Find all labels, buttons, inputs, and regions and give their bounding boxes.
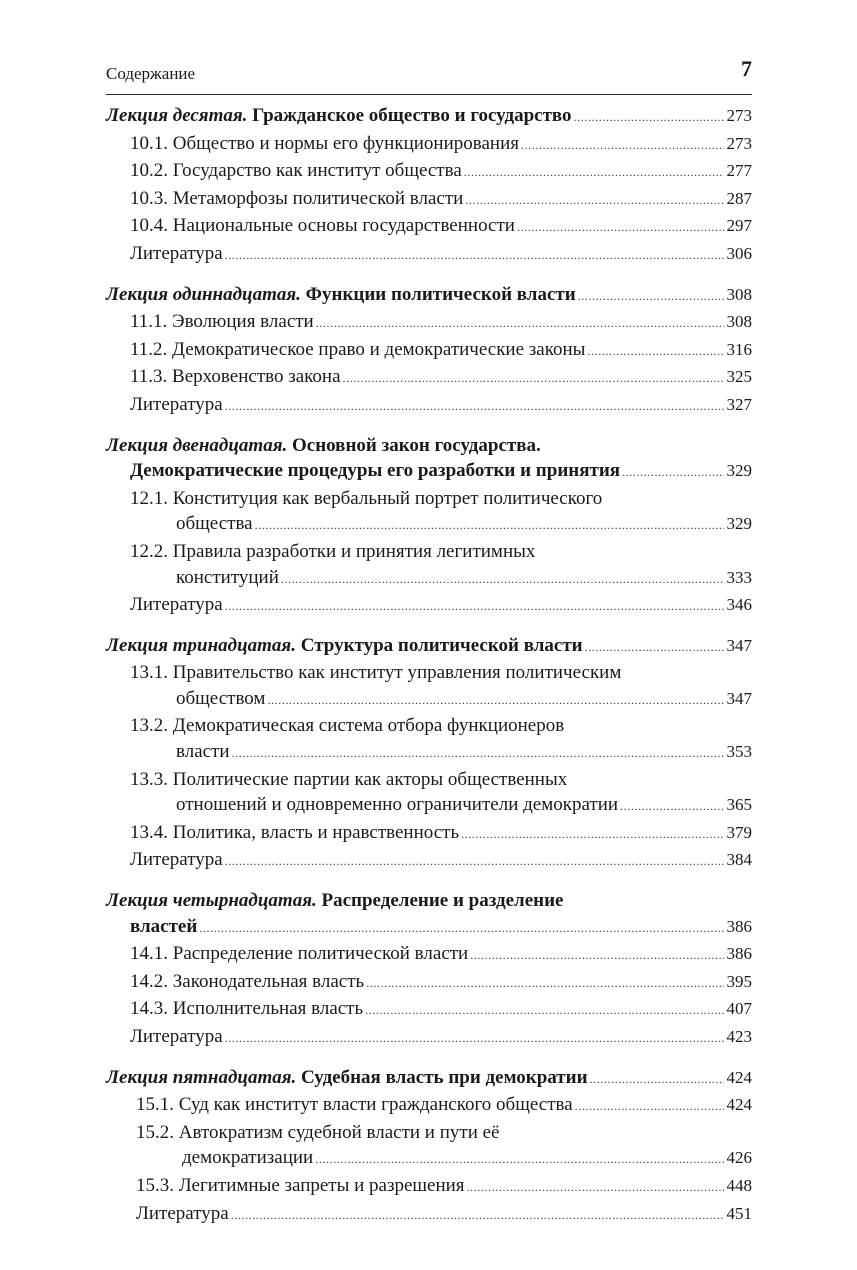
lecture-title: Лекция пятнадцатая. (106, 1066, 297, 1088)
leader-dots (467, 1175, 724, 1201)
item-page: 379 (726, 822, 752, 842)
literature-item[interactable] (106, 847, 752, 875)
lecture-10 (106, 103, 752, 269)
leader-dots (574, 105, 724, 131)
leader-dots (578, 284, 724, 310)
item-page: 277 (726, 161, 752, 181)
literature-page: 451 (726, 1203, 752, 1223)
item-text: Политика, власть и нравственность (172, 821, 460, 843)
item-text-cont: общества (176, 513, 253, 535)
lecture-heading[interactable] (106, 103, 752, 131)
item-text-cont: отношений и одновременно ограничители демократии (176, 794, 619, 816)
toc-item[interactable] (106, 213, 752, 241)
item-number: 12.2. (130, 540, 168, 562)
literature-label: Литература (130, 1026, 223, 1047)
item-number: 13.2. (130, 715, 168, 737)
item-text: Верховенство закона (172, 366, 341, 388)
item-number: 11.1. (130, 311, 168, 333)
item-text: Законодательная власть (172, 970, 365, 992)
leader-dots (465, 188, 723, 214)
toc-item-cont[interactable] (106, 792, 752, 820)
lecture-page: 386 (726, 916, 752, 936)
leader-dots (517, 215, 724, 241)
item-text-cont: власти (176, 741, 230, 763)
literature-item[interactable] (106, 392, 752, 420)
item-text: Суд как институт власти гражданского общества (178, 1094, 573, 1116)
item-number: 12.1. (130, 487, 168, 509)
leader-dots (231, 1203, 724, 1229)
lecture-heading[interactable] (106, 433, 752, 459)
leader-dots (225, 243, 724, 269)
leader-dots (255, 513, 724, 539)
leader-dots (225, 394, 724, 420)
item-page: 316 (726, 339, 752, 359)
leader-dots (316, 311, 724, 337)
item-text: Национальные основы государственности (172, 215, 515, 237)
toc-item[interactable] (106, 486, 752, 512)
leader-dots (267, 688, 723, 714)
item-page: 297 (726, 216, 752, 236)
item-text: Общество и нормы его функционирования (172, 132, 519, 154)
item-text: Исполнительная власть (172, 998, 364, 1020)
toc-item[interactable] (106, 1120, 752, 1146)
leader-dots (620, 794, 723, 820)
literature-item[interactable] (106, 1024, 752, 1052)
leader-dots (590, 1067, 724, 1093)
literature-item[interactable] (106, 1201, 752, 1229)
item-text: Эволюция власти (172, 311, 314, 333)
item-text: Метаморфозы политической власти (172, 187, 464, 209)
literature-label: Литература (130, 849, 223, 871)
item-number: 13.1. (130, 662, 168, 684)
leader-dots (461, 822, 723, 848)
toc-item[interactable] (106, 364, 752, 392)
lecture-14 (106, 888, 752, 1052)
item-number: 11.3. (130, 366, 168, 388)
toc-item[interactable] (106, 131, 752, 159)
leader-dots (585, 635, 724, 661)
leader-dots (225, 594, 724, 620)
lecture-15 (106, 1065, 752, 1229)
item-number: 15.3. (136, 1174, 174, 1196)
item-page: 347 (726, 688, 752, 708)
leader-dots (281, 567, 724, 593)
lecture-heading[interactable] (106, 633, 752, 661)
item-page: 407 (726, 999, 752, 1019)
item-page: 308 (726, 312, 752, 332)
item-number: 14.2. (130, 970, 168, 992)
table-of-contents (106, 103, 752, 1241)
lecture-heading-cont[interactable] (106, 458, 752, 486)
item-text: Автократизм судебной власти и пути её (178, 1121, 500, 1143)
item-page: 287 (726, 188, 752, 208)
lecture-title: Лекция тринадцатая. (106, 634, 296, 656)
item-number: 10.3. (130, 187, 168, 209)
item-number: 13.3. (130, 768, 168, 790)
toc-item[interactable] (106, 820, 752, 848)
leader-dots (470, 943, 723, 969)
leader-dots (232, 741, 724, 767)
lecture-subtitle-cont: Демократические процедуры его разработки и принятия (130, 460, 621, 482)
item-text-cont: конституций (176, 566, 279, 588)
lecture-subtitle: Судебная власть при демократии (301, 1066, 588, 1088)
literature-item[interactable] (106, 241, 752, 269)
toc-item-cont[interactable] (106, 1145, 752, 1173)
literature-label: Литература (130, 594, 223, 616)
lecture-subtitle: Структура политической власти (300, 634, 583, 656)
lecture-page: 424 (726, 1067, 752, 1087)
lecture-page: 308 (726, 284, 752, 304)
leader-dots (225, 849, 724, 875)
toc-item[interactable] (106, 1173, 752, 1201)
leader-dots (575, 1094, 724, 1120)
leader-dots (366, 971, 723, 997)
toc-item[interactable] (106, 941, 752, 969)
literature-label: Литература (130, 242, 223, 264)
leader-dots (315, 1147, 723, 1173)
item-number: 15.2. (136, 1121, 174, 1143)
toc-item-cont[interactable] (106, 565, 752, 593)
lecture-13 (106, 633, 752, 875)
leader-dots (587, 339, 723, 365)
lecture-heading[interactable] (106, 282, 752, 310)
item-number: 10.1. (130, 132, 168, 154)
literature-page: 327 (726, 394, 752, 414)
lecture-heading[interactable] (106, 1065, 752, 1093)
item-number: 15.1. (136, 1094, 174, 1116)
item-number: 10.2. (130, 160, 168, 182)
item-number: 14.1. (130, 943, 168, 965)
toc-item-cont[interactable] (106, 511, 752, 539)
lecture-subtitle-cont: властей (130, 915, 198, 937)
literature-label: Литература (130, 393, 223, 415)
lecture-12 (106, 433, 752, 620)
toc-item[interactable] (106, 660, 752, 686)
item-page: 325 (726, 367, 752, 387)
toc-item-cont[interactable] (106, 739, 752, 767)
lecture-page: 329 (726, 461, 752, 481)
item-page: 386 (726, 944, 752, 964)
item-text: Правительство как институт управления политическим (172, 662, 622, 684)
toc-item[interactable] (106, 539, 752, 565)
lecture-title: Лекция четырнадцатая. (106, 890, 317, 912)
toc-item[interactable] (106, 969, 752, 997)
lecture-subtitle: Распределение и разделение (321, 890, 564, 912)
item-number: 11.2. (130, 338, 168, 360)
item-text: Демократическая система отбора функционеров (172, 715, 565, 737)
lecture-heading[interactable] (106, 888, 752, 914)
lecture-page: 347 (726, 635, 752, 655)
item-page: 395 (726, 971, 752, 991)
item-number: 10.4. (130, 215, 168, 237)
lecture-subtitle: Гражданское общество и государство (252, 105, 572, 126)
toc-item[interactable] (106, 767, 752, 793)
item-text: Конституция как вербальный портрет политического (172, 487, 603, 509)
item-text: Демократическое право и демократические законы (172, 338, 586, 360)
leader-dots (199, 916, 723, 942)
lecture-page: 273 (726, 106, 752, 125)
toc-item[interactable] (106, 186, 752, 214)
leader-dots (225, 1026, 724, 1052)
item-text: Правила разработки и принятия легитимных (172, 540, 536, 562)
literature-item[interactable] (106, 592, 752, 620)
literature-page: 306 (726, 243, 752, 263)
lecture-title: Лекция одиннадцатая. (106, 283, 301, 305)
leader-dots (521, 133, 724, 159)
toc-item[interactable] (106, 996, 752, 1024)
toc-item[interactable] (106, 713, 752, 739)
lecture-subtitle: Основной закон государства. (292, 434, 541, 456)
item-page: 424 (726, 1095, 752, 1115)
item-page: 333 (726, 567, 752, 587)
item-page: 273 (726, 133, 752, 153)
literature-label: Литература (136, 1202, 229, 1224)
toc-item[interactable] (106, 158, 752, 186)
item-text-cont: обществом (176, 687, 266, 709)
toc-item[interactable] (106, 337, 752, 365)
running-header (106, 54, 752, 95)
literature-page: 384 (726, 850, 752, 870)
item-number: 14.3. (130, 998, 168, 1020)
leader-dots (622, 460, 723, 486)
lecture-title: Лекция десятая. (106, 105, 248, 126)
leader-dots (343, 366, 724, 392)
toc-item[interactable] (106, 1092, 752, 1120)
lecture-title: Лекция двенадцатая. (106, 434, 288, 456)
toc-item[interactable] (106, 309, 752, 337)
lecture-subtitle: Функции политической власти (305, 283, 576, 305)
item-text: Распределение политической власти (172, 943, 469, 965)
item-page: 448 (726, 1175, 752, 1195)
leader-dots (365, 998, 723, 1024)
item-page: 329 (726, 514, 752, 534)
leader-dots (464, 160, 724, 186)
literature-page: 423 (726, 1027, 752, 1046)
page-number: 7 (741, 56, 752, 81)
item-text-cont: демократизации (182, 1147, 314, 1169)
item-text: Легитимные запреты и разрешения (178, 1174, 465, 1196)
item-text: Государство как институт общества (172, 160, 462, 182)
item-page: 365 (726, 795, 752, 815)
item-number: 13.4. (130, 821, 168, 843)
item-text: Политические партии как акторы общественных (172, 768, 568, 790)
item-page: 353 (726, 742, 752, 762)
lecture-11 (106, 282, 752, 420)
literature-page: 346 (726, 595, 752, 615)
item-page: 426 (726, 1148, 752, 1168)
header-title: Содержание (106, 64, 196, 83)
lecture-heading-cont[interactable] (106, 914, 752, 942)
toc-item-cont[interactable] (106, 686, 752, 714)
